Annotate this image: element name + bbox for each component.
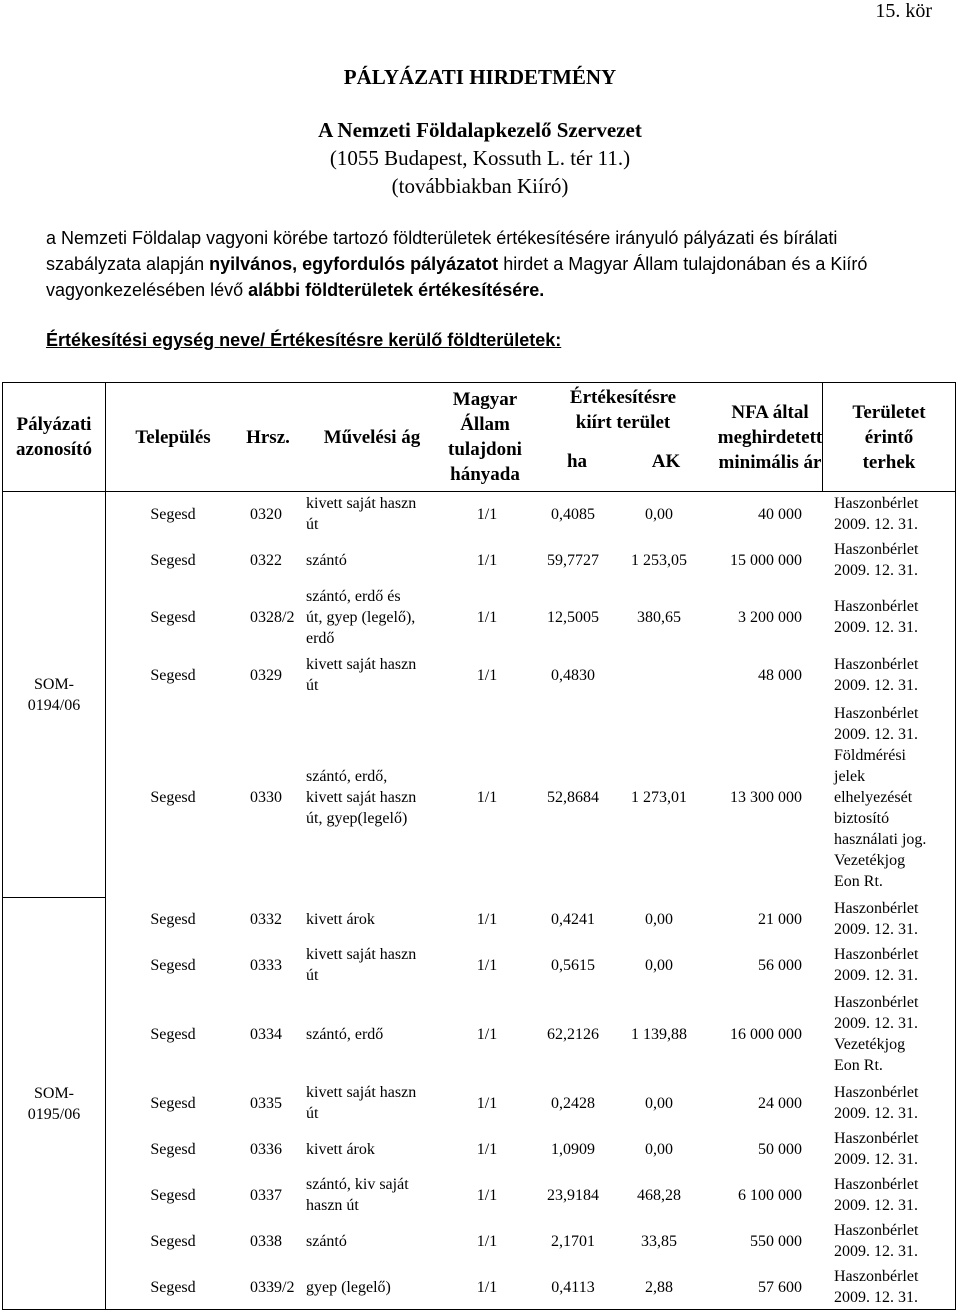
cell-ha: 62,2126	[547, 1025, 599, 1043]
cell-telepules: Segesd	[150, 505, 196, 523]
cell-ak: 0,00	[645, 910, 673, 928]
intro-bold-1: nyilvános, egyfordulós pályázatot	[209, 254, 499, 274]
cell-ha: 12,5005	[547, 608, 599, 626]
cell-telepules: Segesd	[150, 910, 196, 928]
header-terhek: Területet érintő terhek	[852, 401, 926, 473]
cell-ar: 550 000	[750, 1232, 802, 1250]
cell-terhek: Haszonbérlet 2009. 12. 31.	[834, 946, 919, 984]
cell-ak: 1 253,05	[631, 551, 687, 569]
cell-telepules: Segesd	[150, 1140, 196, 1158]
cell-muvelesi: szántó	[306, 1232, 347, 1250]
cell-telepules: Segesd	[150, 551, 196, 569]
cell-terhek: Haszonbérlet 2009. 12. 31.	[834, 1268, 919, 1306]
cell-hrsz: 0334	[250, 1025, 282, 1043]
cell-telepules: Segesd	[150, 956, 196, 974]
cell-tulajdon: 1/1	[476, 1025, 498, 1043]
cell-ha: 52,8684	[547, 788, 599, 806]
cell-telepules: Segesd	[150, 1025, 196, 1043]
cell-terhek: Haszonbérlet 2009. 12. 31.	[834, 1130, 919, 1168]
cell-ak: 380,65	[637, 608, 681, 626]
cell-telepules: Segesd	[150, 1232, 196, 1250]
cell-hrsz: 0336	[250, 1140, 282, 1158]
cell-ar: 3 200 000	[738, 608, 802, 626]
cell-muvelesi: kivett saját haszn út	[306, 946, 417, 984]
cell-ha: 0,4113	[551, 1278, 595, 1296]
cell-ha: 0,5615	[551, 956, 595, 974]
cell-telepules: Segesd	[150, 1186, 196, 1204]
cell-tulajdon: 1/1	[476, 1094, 498, 1112]
header-kiirt-terulet: Értékesítésre kiírt terület	[569, 387, 677, 433]
cell-ha: 23,9184	[547, 1186, 599, 1204]
header-muvelesi-ag: Művelési ág	[323, 426, 421, 448]
cell-ar: 6 100 000	[738, 1186, 802, 1204]
cell-terhek: Haszonbérlet 2009. 12. 31.	[834, 1176, 919, 1214]
cell-tulajdon: 1/1	[476, 608, 498, 626]
cell-ak: 0,00	[645, 505, 673, 523]
cell-tulajdon: 1/1	[476, 910, 498, 928]
cell-tulajdon: 1/1	[476, 956, 498, 974]
cell-muvelesi: szántó, kiv saját haszn út	[306, 1176, 409, 1214]
cell-hrsz: 0332	[250, 910, 282, 928]
cell-telepules: Segesd	[150, 1278, 196, 1296]
cell-ar: 21 000	[758, 910, 802, 928]
cell-muvelesi: szántó, erdő	[306, 1025, 384, 1043]
cell-ha: 0,4085	[551, 505, 595, 523]
header-tulajdoni-hanyad: Magyar Állam tulajdoni hányada	[448, 389, 522, 485]
header-minimalis-ar: NFA által meghirdetett minimális ár	[717, 401, 823, 473]
land-table	[2, 382, 956, 1310]
header-hrsz: Hrsz.	[246, 426, 290, 448]
cell-tulajdon: 1/1	[476, 1278, 498, 1296]
cell-muvelesi: kivett árok	[306, 1140, 375, 1158]
cell-tulajdon: 1/1	[476, 1232, 498, 1250]
intro-paragraph	[46, 225, 926, 303]
cell-ar: 24 000	[758, 1094, 802, 1112]
cell-ar: 40 000	[758, 505, 802, 523]
cell-hrsz: 0320	[250, 505, 282, 523]
cell-ha: 0,2428	[551, 1094, 595, 1112]
cell-muvelesi: szántó, erdő, kivett saját haszn út, gyep(legelő)	[306, 767, 417, 827]
cell-telepules: Segesd	[150, 788, 196, 806]
cell-tulajdon: 1/1	[476, 666, 498, 684]
cell-muvelesi: kivett saját haszn út	[306, 495, 417, 533]
cell-hrsz: 0338	[250, 1232, 282, 1250]
cell-hrsz: 0322	[250, 551, 282, 569]
header-ak: AK	[651, 450, 681, 472]
cell-tulajdon: 1/1	[476, 1140, 498, 1158]
cell-terhek: Haszonbérlet 2009. 12. 31.	[834, 1084, 919, 1122]
cell-terhek: Haszonbérlet 2009. 12. 31.	[834, 1222, 919, 1260]
cell-ha: 0,4830	[551, 666, 595, 684]
cell-terhek: Haszonbérlet 2009. 12. 31.	[834, 495, 919, 533]
cell-ak: 0,00	[645, 1140, 673, 1158]
cell-telepules: Segesd	[150, 1094, 196, 1112]
cell-ar: 16 000 000	[730, 1025, 802, 1043]
cell-muvelesi: szántó, erdő és út, gyep (legelő), erdő	[306, 587, 416, 647]
cell-hrsz: 0339/2	[250, 1278, 295, 1296]
cell-tulajdon: 1/1	[476, 505, 498, 523]
cell-terhek: Haszonbérlet 2009. 12. 31.	[834, 541, 919, 579]
cell-ak	[616, 652, 702, 698]
intro-bold-2: alábbi földterületek értékesítésére.	[248, 280, 545, 300]
cell-muvelesi: szántó	[306, 551, 347, 569]
cell-hrsz: 0333	[250, 956, 282, 974]
cell-ak: 468,28	[637, 1186, 681, 1204]
cell-ar: 50 000	[758, 1140, 802, 1158]
cell-terhek: Haszonbérlet 2009. 12. 31.	[834, 656, 919, 694]
cell-ar: 15 000 000	[730, 551, 802, 569]
intro-text-1: a Nemzeti Földalap vagyoni körébe tartozó földterületek értékesítésére irányuló pályázati és bírálati szabályzata alapján	[46, 228, 838, 274]
cell-ha: 59,7727	[547, 551, 599, 569]
cell-muvelesi: kivett saját haszn út	[306, 656, 417, 694]
cell-terhek: Haszonbérlet 2009. 12. 31.	[834, 900, 919, 938]
cell-ak: 0,00	[645, 1094, 673, 1112]
cell-tulajdon: 1/1	[476, 1186, 498, 1204]
cell-ak: 33,85	[641, 1232, 677, 1250]
organization-name: A Nemzeti Földalapkezelő Szervezet	[318, 118, 642, 142]
round-label: 15. kör	[875, 0, 932, 22]
cell-ak: 2,88	[645, 1278, 673, 1296]
cell-hrsz: 0335	[250, 1094, 282, 1112]
header-ha: ha	[566, 450, 588, 472]
header-telepules: Település	[135, 426, 211, 448]
cell-ha: 1,0909	[551, 1140, 595, 1158]
group-id: SOM- 0194/06	[27, 675, 81, 714]
cell-terhek: Haszonbérlet 2009. 12. 31. Vezetékjog Eon Rt.	[834, 994, 919, 1074]
cell-ak: 0,00	[645, 956, 673, 974]
cell-hrsz: 0330	[250, 788, 282, 806]
cell-ar: 13 300 000	[730, 788, 802, 806]
header-azonosito: Pályázati azonosító	[16, 414, 92, 460]
cell-ak: 1 273,01	[631, 788, 687, 806]
cell-telepules: Segesd	[150, 608, 196, 626]
cell-ar: 56 000	[758, 956, 802, 974]
organization-address: (1055 Budapest, Kossuth L. tér 11.)	[329, 146, 631, 170]
cell-ha: 0,4241	[551, 910, 595, 928]
cell-ar: 48 000	[758, 666, 802, 684]
cell-muvelesi: gyep (legelő)	[306, 1278, 391, 1296]
organization-alias: (továbbiakban Kiíró)	[391, 174, 569, 198]
cell-telepules: Segesd	[150, 666, 196, 684]
cell-hrsz: 0329	[250, 666, 282, 684]
cell-muvelesi: kivett saját haszn út	[306, 1084, 417, 1122]
intro-text-2: hirdet a Magyar Állam tulajdonában és a Kiíró vagyonkezelésében lévő	[46, 254, 868, 300]
page-title: PÁLYÁZATI HIRDETMÉNY	[343, 65, 617, 89]
cell-ak: 1 139,88	[631, 1025, 687, 1043]
cell-tulajdon: 1/1	[476, 551, 498, 569]
cell-hrsz: 0337	[250, 1186, 282, 1204]
cell-terhek: Haszonbérlet 2009. 12. 31.	[834, 598, 919, 636]
cell-tulajdon: 1/1	[476, 788, 498, 806]
cell-ar: 57 600	[758, 1278, 802, 1296]
cell-ha: 2,1701	[551, 1232, 595, 1250]
group-id: SOM- 0195/06	[27, 1084, 81, 1123]
cell-terhek: Haszonbérlet 2009. 12. 31. Földmérési jelek elhelyezését biztosító használati jog. Vezetékjog Eon Rt.	[834, 704, 927, 890]
cell-muvelesi: kivett árok	[306, 910, 375, 928]
cell-hrsz: 0328/2	[250, 608, 295, 626]
unit-heading: Értékesítési egység neve/ Értékesítésre kerülő földterületek:	[46, 330, 562, 350]
